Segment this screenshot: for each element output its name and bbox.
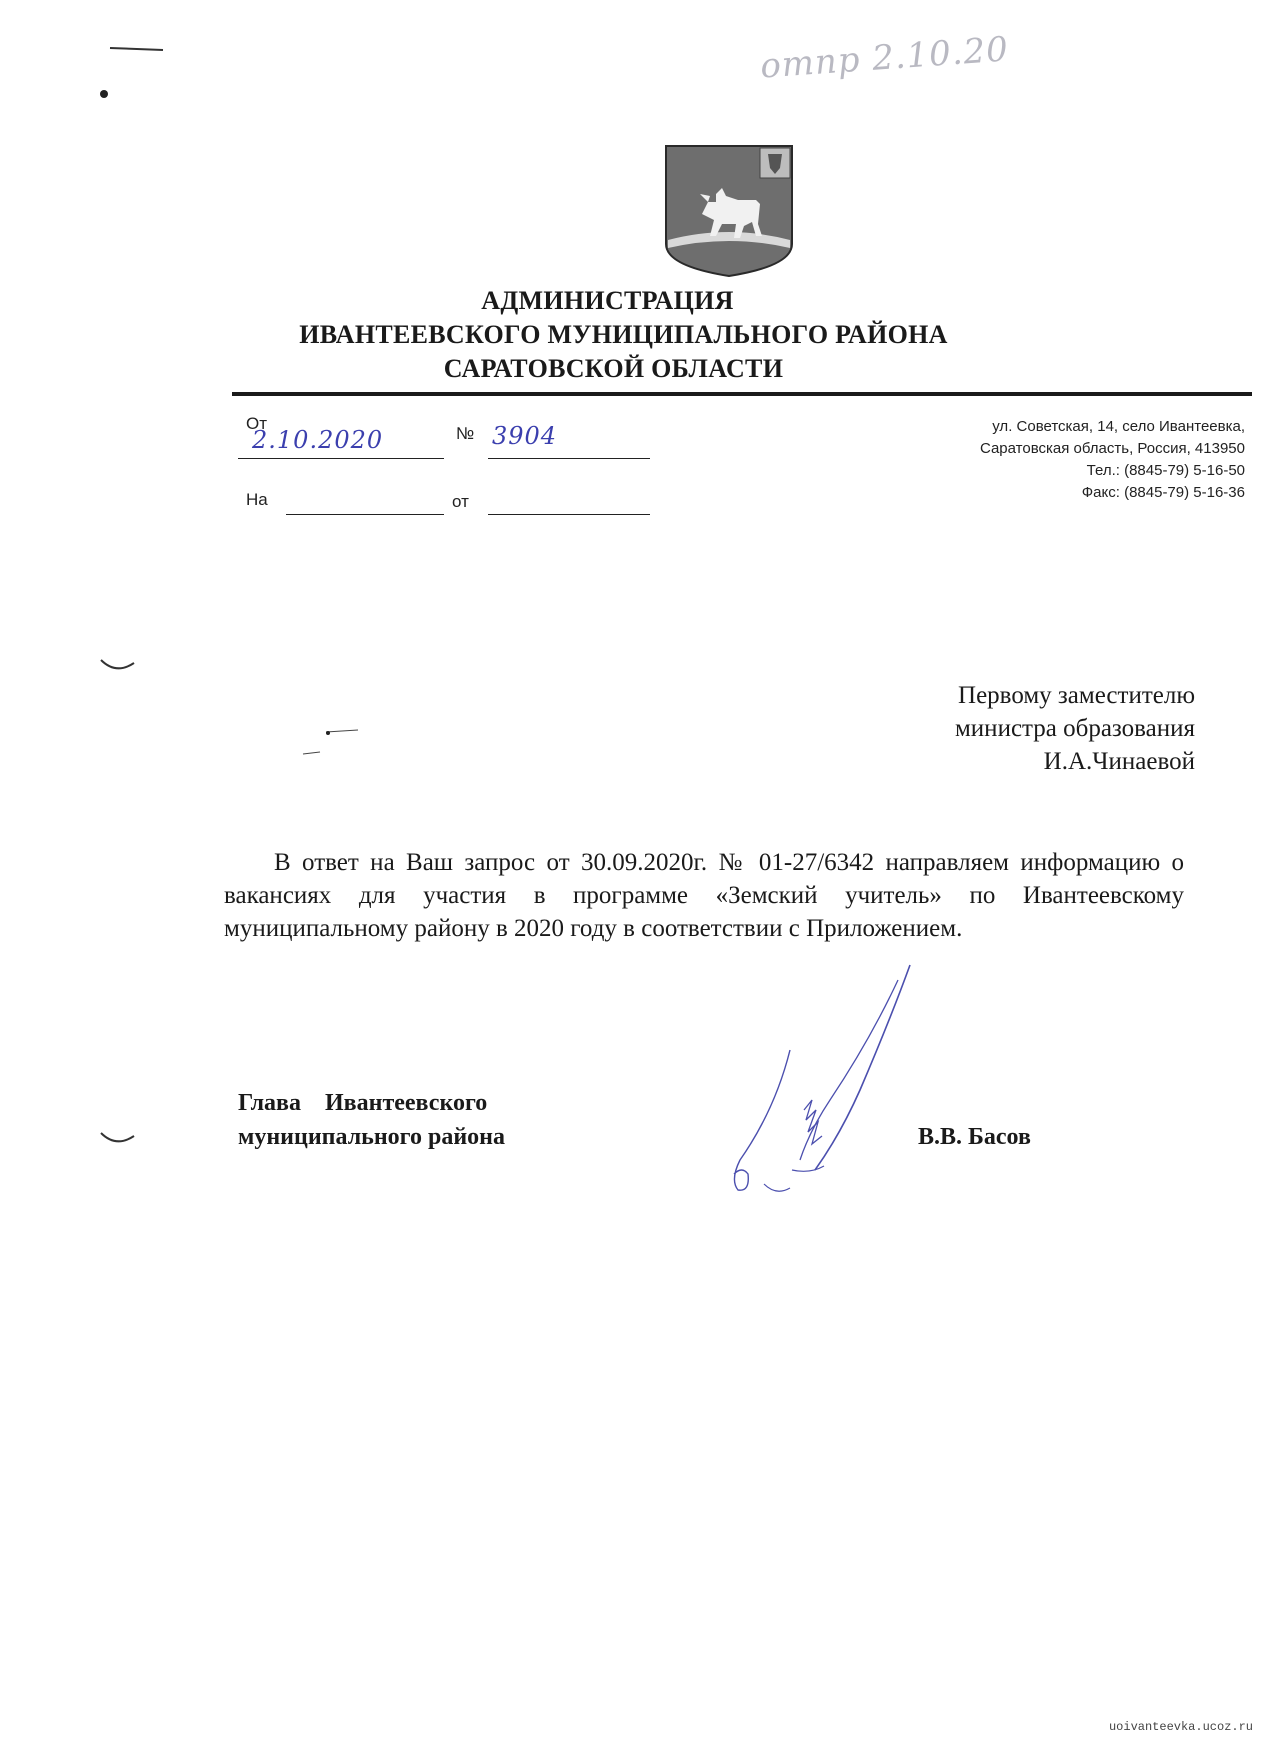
contact-fax: Факс: (8845-79) 5-16-36 <box>1081 484 1245 501</box>
number-label: № <box>456 424 475 443</box>
handwritten-annotation: отпр 2.10.20 <box>758 29 1011 87</box>
letter-body: В ответ на Ваш запрос от 30.09.2020г. № 01-27/6342 направляем информацию о вакансиях для участия в программе «Земский учитель» по Ивантеевскому муниципальному району в 2020 году в соответствии с Приложением. <box>224 849 1184 942</box>
punch-hole-mark <box>96 655 146 679</box>
reply-number-line <box>286 514 444 515</box>
watermark: uoivanteevka.ucoz.ru <box>1108 1720 1253 1734</box>
contact-region: Саратовская область, Россия, 413950 <box>979 440 1245 457</box>
contact-address: ул. Советская, 14, село Ивантеевка, <box>992 418 1245 435</box>
handwritten-signature <box>720 960 950 1200</box>
org-name-line-1: АДМИНИСТРАЦИЯ <box>481 286 734 315</box>
speck-mark <box>298 722 368 762</box>
signer-name: В.В. Басов <box>918 1124 1031 1150</box>
doc-number-line <box>488 458 650 459</box>
doc-number: 3904 <box>492 422 558 450</box>
addressee-line-2: министра образования <box>954 715 1195 742</box>
from-date: 2.10.2020 <box>252 426 384 454</box>
org-name-line-2: ИВАНТЕЕВСКОГО МУНИЦИПАЛЬНОГО РАЙОНА <box>299 320 948 349</box>
signer-title-line-1: Глава Ивантеевского <box>238 1090 488 1116</box>
punch-hole-mark <box>95 40 175 110</box>
header-divider <box>232 392 1252 396</box>
signer-title-line-2: муниципального района <box>238 1124 505 1150</box>
punch-hole-mark <box>96 1128 146 1152</box>
coat-of-arms-icon <box>664 144 794 278</box>
addressee-line-3: И.А.Чинаевой <box>1043 748 1195 775</box>
reply-label: На <box>246 490 268 509</box>
org-name-line-3: САРАТОВСКОЙ ОБЛАСТИ <box>443 354 784 383</box>
from-label: От <box>246 414 268 433</box>
reply-date-line <box>488 514 650 515</box>
addressee-line-1: Первому заместителю <box>958 682 1195 709</box>
from-date-line <box>238 458 444 459</box>
reply-from-label: от <box>452 492 469 511</box>
contact-phone: Тел.: (8845-79) 5-16-50 <box>1086 462 1245 479</box>
